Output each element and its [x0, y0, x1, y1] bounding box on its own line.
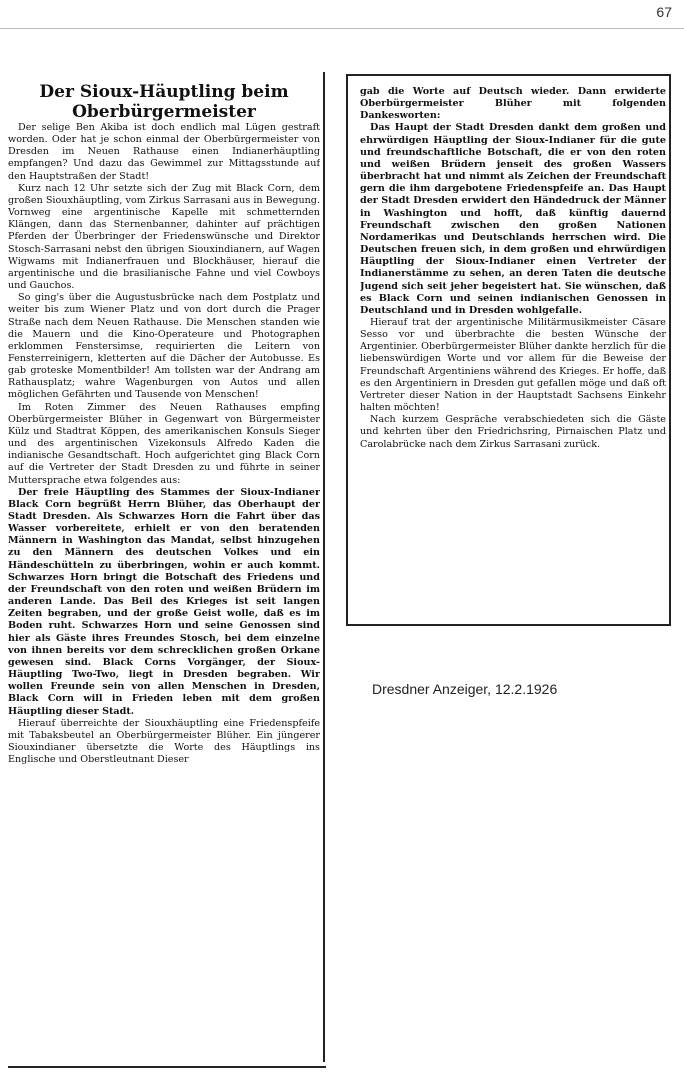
article-paragraph: So ging's über die Augustusbrücke nach dem Postplatz und weiter bis zum Wiener Platz und von dort durch die Prager Straße nach dem Neuen Rathause. Die Menschen standen wie die Mauern und die Kino-Operateure und Photographen erklommen Fenstersimse, requirierten die Leitern von Fensterreinigern, kletterten auf die Dächer der Autobusse. Es gab groteske Momentbilder! Am tollsten war der Andrang am Rathausplatz; wahre Wagenburgen von Autos und allen möglichen Gefährten und Tausende von Menschen! [8, 292, 320, 401]
column-divider [323, 72, 325, 1062]
article-paragraph: Hierauf trat der argentinische Militärmusikmeister Cäsare Sesso vor und überbrachte die besten Wünsche der Argentinier. Oberbürgermeister Blüher dankte herzlich für die liebenswürdigen Worte und vor allem für die Beweise der Freundschaft Argentiniens während des Krieges. Er hoffe, daß es den Argentiniern in Dresden gut gefallen möge und daß oft Vertreter dieser Nation in der Hauptstadt Sachsens Einkehr halten möchten! [360, 316, 666, 414]
source-caption: Dresdner Anzeiger, 12.2.1926 [372, 681, 558, 697]
article-left-column [8, 82, 320, 1064]
article-paragraph: Kurz nach 12 Uhr setzte sich der Zug mit Black Corn, dem großen Siouxhäuptling, vom Zirkus Sarrasani aus in Bewegung. Vornweg eine argentinische Kapelle mit schmetternden Klängen, dann das Sternenbanner, dahinter auf prächtigen Pferden der Überbringer der Friedenswünsche und Direktor Stosch-Sarrasani nebst den übrigen Siouxindianern, auf Wagen Wigwams mit Indianerfrauen und Blockhäuser, hierauf die argentinische und die brasilianische Fahne und viel Cowboys und Gauchos. [8, 182, 320, 292]
bracket-border-right [669, 74, 671, 626]
bottom-rule [8, 1066, 326, 1068]
header-rule [0, 28, 684, 29]
bracket-border-left [346, 74, 348, 626]
bracket-border-top [346, 74, 670, 76]
article-paragraph: Im Roten Zimmer des Neuen Rathauses empfing Oberbürgermeister Blüher in Gegenwart von Bürgermeister Külz und Stadtrat Köppen, des amerikanischen Konsuls Sieger und des argentinischen Vizekonsuls Alfredo Kaden die indianische Gesandtschaft. Hoch aufgerichtet ging Black Corn auf die Vertreter der Stadt Dresden zu und führte in seiner Muttersprache etwa folgendes aus: [8, 401, 320, 486]
article-paragraph: gab die Worte auf Deutsch wieder. Dann erwiderte Oberbürgermeister Blüher mit folgenden Dankesworten: [360, 86, 666, 122]
bracket-border-bottom [346, 624, 670, 626]
page-number: 67 [656, 4, 672, 20]
chief-speech-paragraph: Der freie Häuptling des Stammes der Sioux-Indianer Black Corn begrüßt Herrn Blüher, das Oberhaupt der Stadt Dresden. Als Schwarzes Horn die Fahrt über das Wasser vorbereitete, erhielt er von den beratenden Männern in Washington das Mandat, selbst hinzugehen zu den Männern des deutschen Volkes und ein Händeschütteln zu überbringen, wohin er auch kommt. Schwarzes Horn bringt die Botschaft des Friedens und der Freundschaft von den roten und weißen Brüdern im anderen Lande. Das Beil des Krieges ist seit langen Zeiten begraben, und der große Geist wolle, daß es im Boden ruht. Schwarzes Horn und seine Genossen sind hier als Gäste ihres Freundes Stosch, bei dem einzelne von ihnen bereits vor dem schrecklichen großen Orkane gewesen sind. Black Corns Vorgänger, der Sioux-Häuptling Two-Two, liegt in Dresden begraben. Wir wollen Freunde sein von allen Menschen in Dresden, Black Corn will in Frieden leben mit dem großen Häuptling dieser Stadt. [8, 486, 320, 717]
article-right-column [360, 86, 666, 616]
article-paragraph: Der selige Ben Akiba ist doch endlich mal Lügen gestraft worden. Oder hat je schon einmal der Oberbürgermeister von Dresden im Neuen Rathause einen Indianerhäuptling empfangen? Und dazu das Gewimmel zur Mittagsstunde auf den Hauptstraßen der Stadt! [8, 122, 320, 182]
article-paragraph: Hierauf überreichte der Siouxhäuptling eine Friedenspfeife mit Tabaksbeutel an Oberbürgermeister Blüher. Ein jüngerer Siouxindianer übersetzte die Worte des Häuptlings ins Englische und Oberstleutnant Dieser [8, 717, 320, 766]
mayor-speech-paragraph: Das Haupt der Stadt Dresden dankt dem großen und ehrwürdigen Häuptling der Sioux-Indianer für die gute und freundschaftliche Botschaft, die er von den roten und weißen Brüdern jenseit des großen Wassers überbracht hat und nimmt als Zeichen der Freundschaft gern die ihm dargebotene Friedenspfeife an. Das Haupt der Stadt Dresden erwidert den Händedruck der Männer in Washington und hofft, daß künftig dauernd Freundschaft zwischen den großen Nationen Nordamerikas und Deutschlands herrschen wird. Die Deutschen freuen sich, in dem großen und ehrwürdigen Häuptling der Sioux-Indianer einen Vertreter der Indianerstämme zu sehen, an deren Taten die deutsche Jugend sich seit jeher begeistert hat. Sie wünschen, daß es Black Corn und seinen indianischen Genossen in Deutschland und in Dresden wohlgefalle. [360, 122, 666, 316]
article-paragraph: Nach kurzem Gespräche verabschiedeten sich die Gäste und kehrten über den Friedrichsring, Pirnaischen Platz und Carolabrücke nach dem Zirkus Sarrasani zurück. [360, 414, 666, 450]
article-headline: Der Sioux-Häuptling beim Oberbürgermeister [39, 82, 289, 122]
